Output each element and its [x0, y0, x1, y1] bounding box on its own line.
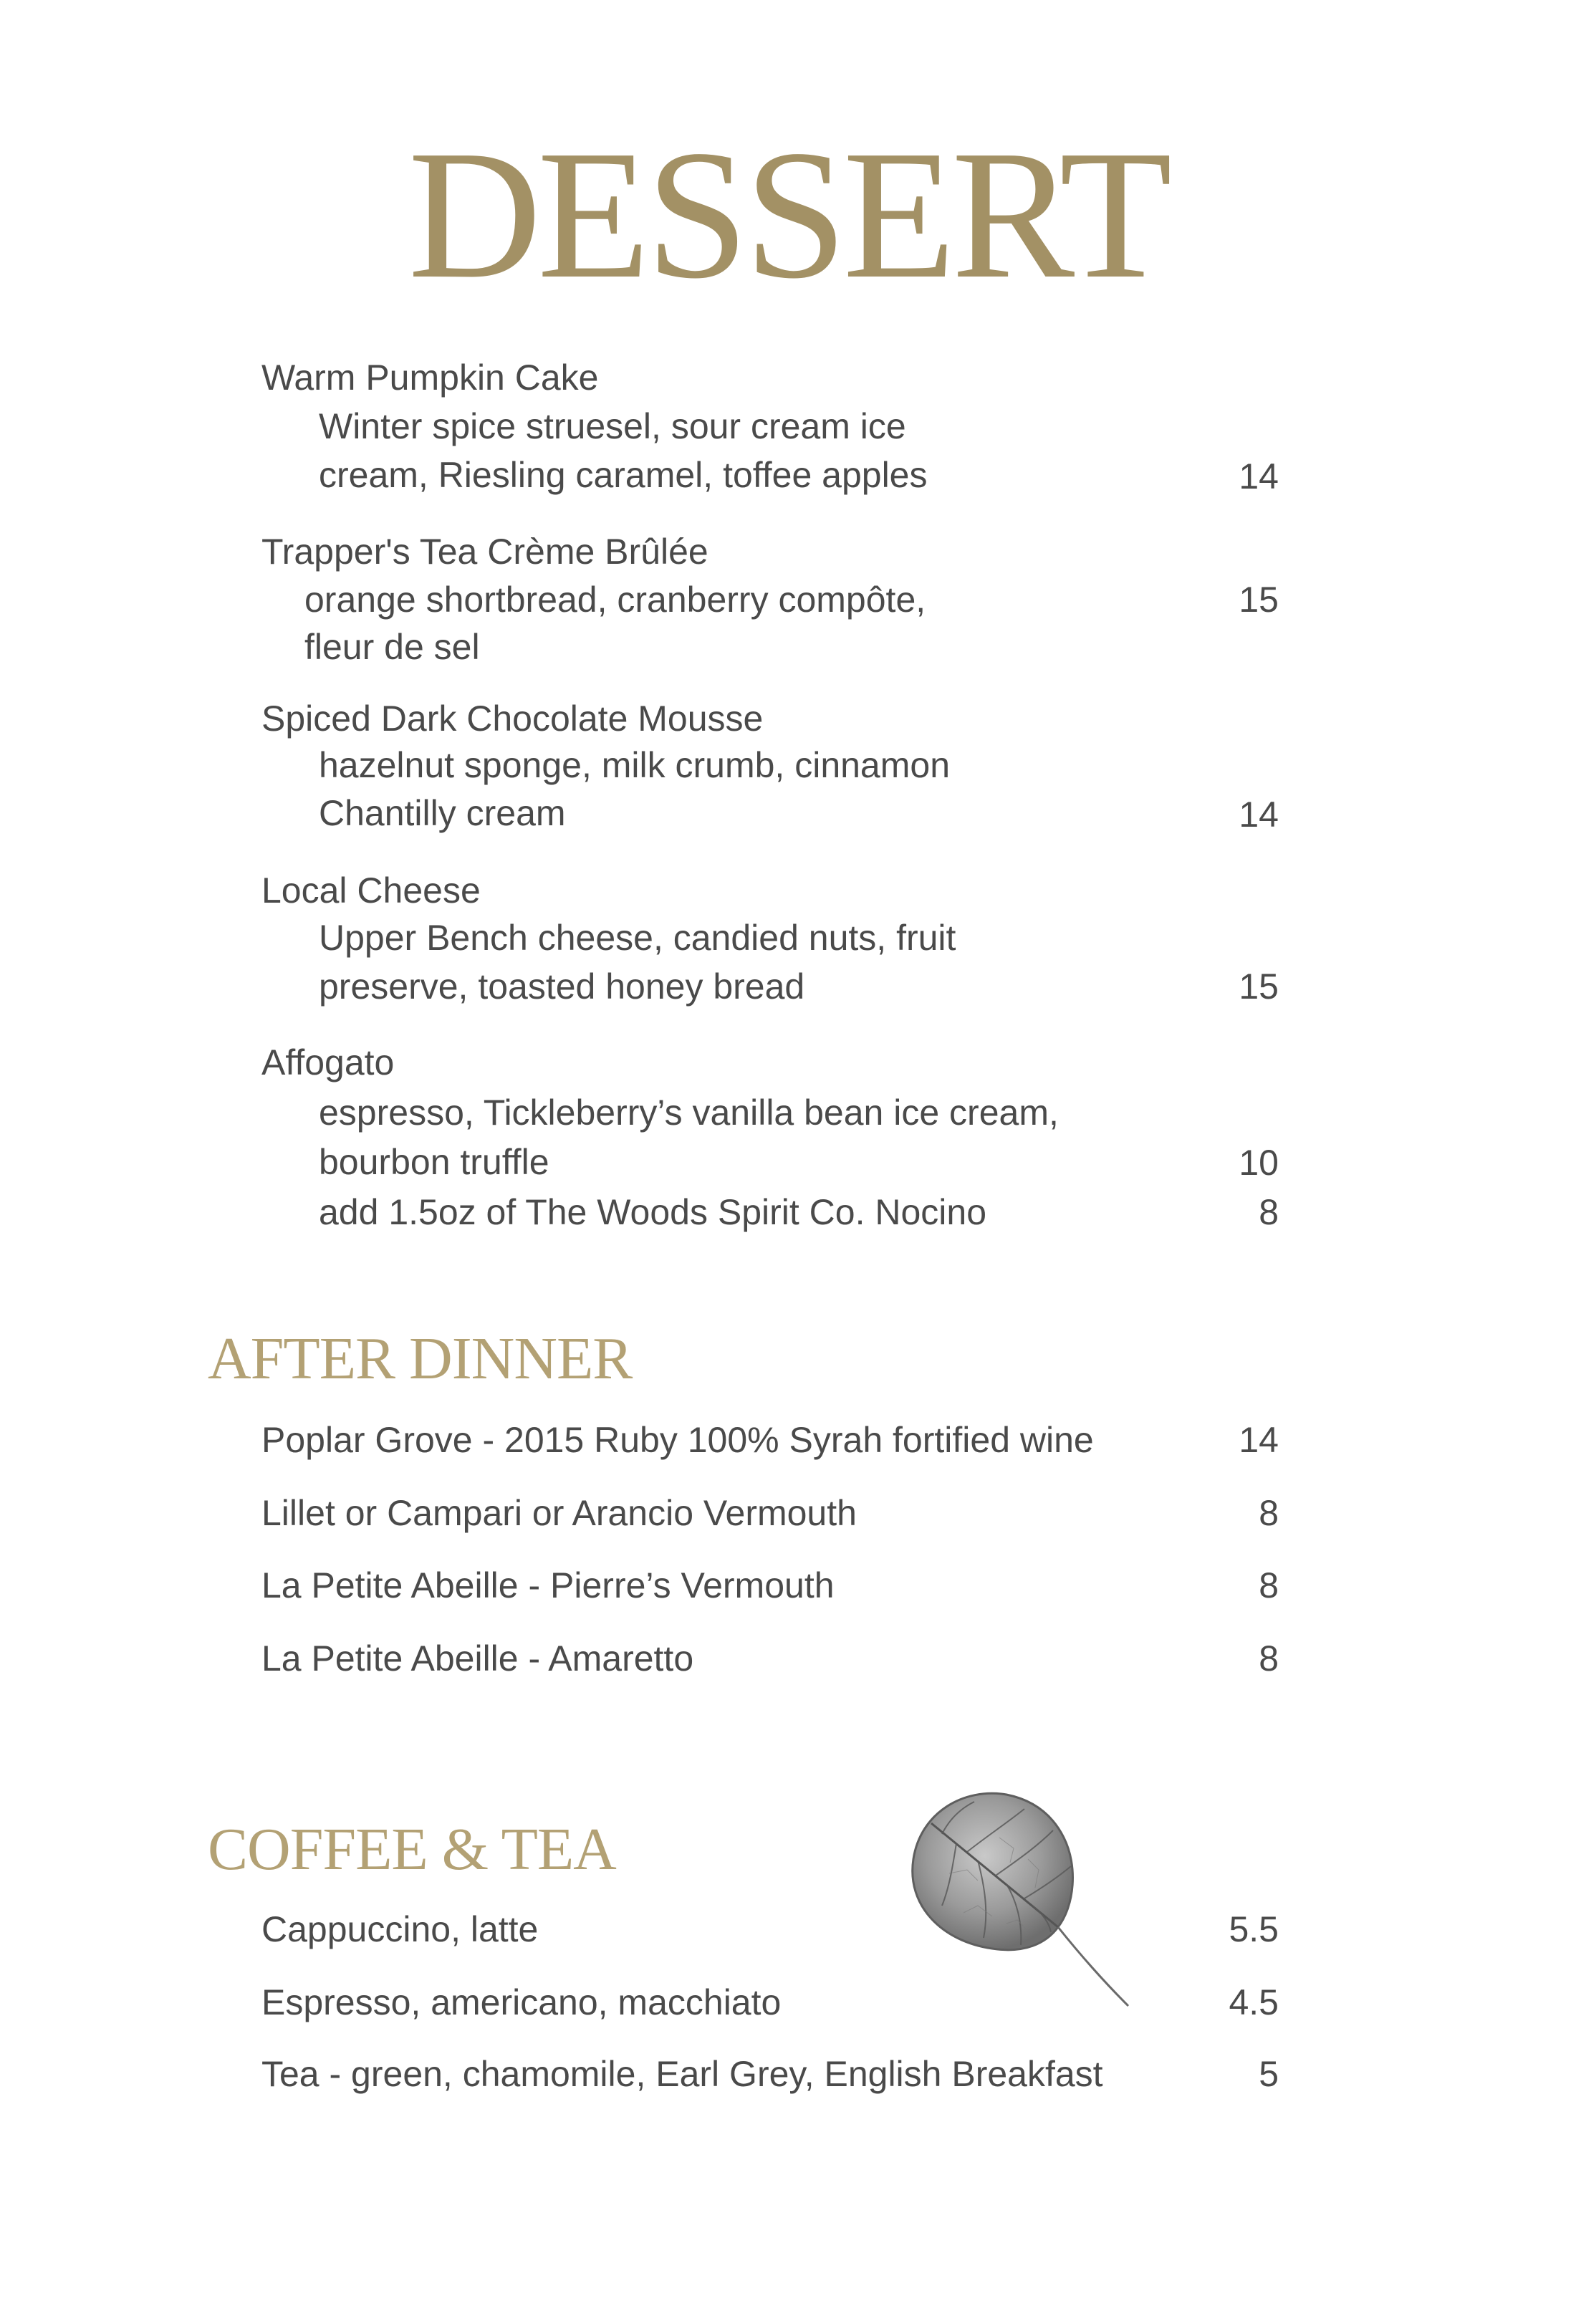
menu-item-description: cream, Riesling caramel, toffee apples — [319, 455, 928, 495]
menu-item-price: 8 — [1259, 1638, 1279, 1679]
section-heading: COFFEE & TEA — [208, 1816, 616, 1883]
menu-item-description: hazelnut sponge, milk crumb, cinnamon — [319, 745, 951, 785]
menu-item-price: 8 — [1259, 1565, 1279, 1605]
menu-item-name: Local Cheese — [261, 870, 481, 911]
menu-item-name: La Petite Abeille - Pierre’s Vermouth — [261, 1565, 835, 1605]
menu-item-description: Winter spice struesel, sour cream ice — [319, 406, 906, 446]
menu-item-description: Upper Bench cheese, candied nuts, fruit — [319, 918, 956, 958]
menu-item-description: Chantilly cream — [319, 793, 566, 833]
menu-item-description: espresso, Tickleberry’s vanilla bean ice cream, — [319, 1093, 1059, 1133]
menu-item-price: 5 — [1259, 2054, 1279, 2094]
menu-item-name: Cappuccino, latte — [261, 1909, 539, 1949]
section-heading: AFTER DINNER — [208, 1325, 633, 1392]
menu-item-price: 14 — [1239, 456, 1279, 496]
menu-item-price: 4.5 — [1229, 1982, 1279, 2022]
aspen-leaf-icon — [899, 1780, 1135, 2017]
menu-item-description: bourbon truffle — [319, 1142, 549, 1182]
menu-item-name: Affogato — [261, 1042, 395, 1082]
menu-item-price: 8 — [1259, 1493, 1279, 1533]
menu-item-price: 5.5 — [1229, 1909, 1279, 1949]
menu-item-name: Espresso, americano, macchiato — [261, 1982, 782, 2022]
menu-item-name: Lillet or Campari or Arancio Vermouth — [261, 1493, 857, 1533]
menu-item-name: Poplar Grove - 2015 Ruby 100% Syrah fortified wine — [261, 1420, 1094, 1460]
menu-item-addon-price: 8 — [1259, 1192, 1279, 1232]
menu-item-name: Tea - green, chamomile, Earl Grey, English Breakfast — [261, 2054, 1103, 2094]
menu-item-addon: add 1.5oz of The Woods Spirit Co. Nocino — [319, 1192, 987, 1232]
menu-item-name: Warm Pumpkin Cake — [261, 357, 599, 398]
menu-item-name: Trapper's Tea Crème Brûlée — [261, 532, 708, 572]
page-title: DESSERT — [408, 112, 1168, 317]
menu-item-description: preserve, toasted honey bread — [319, 966, 805, 1007]
menu-item-price: 14 — [1239, 794, 1279, 835]
menu-item-price: 15 — [1239, 966, 1279, 1007]
menu-item-name: La Petite Abeille - Amaretto — [261, 1638, 694, 1679]
menu-item-description: fleur de sel — [304, 627, 480, 667]
menu-item-description: orange shortbread, cranberry compôte, — [304, 580, 926, 620]
menu-item-price: 15 — [1239, 580, 1279, 620]
menu-item-name: Spiced Dark Chocolate Mousse — [261, 698, 764, 739]
menu-item-price: 14 — [1239, 1420, 1279, 1460]
menu-item-price: 10 — [1239, 1143, 1279, 1183]
